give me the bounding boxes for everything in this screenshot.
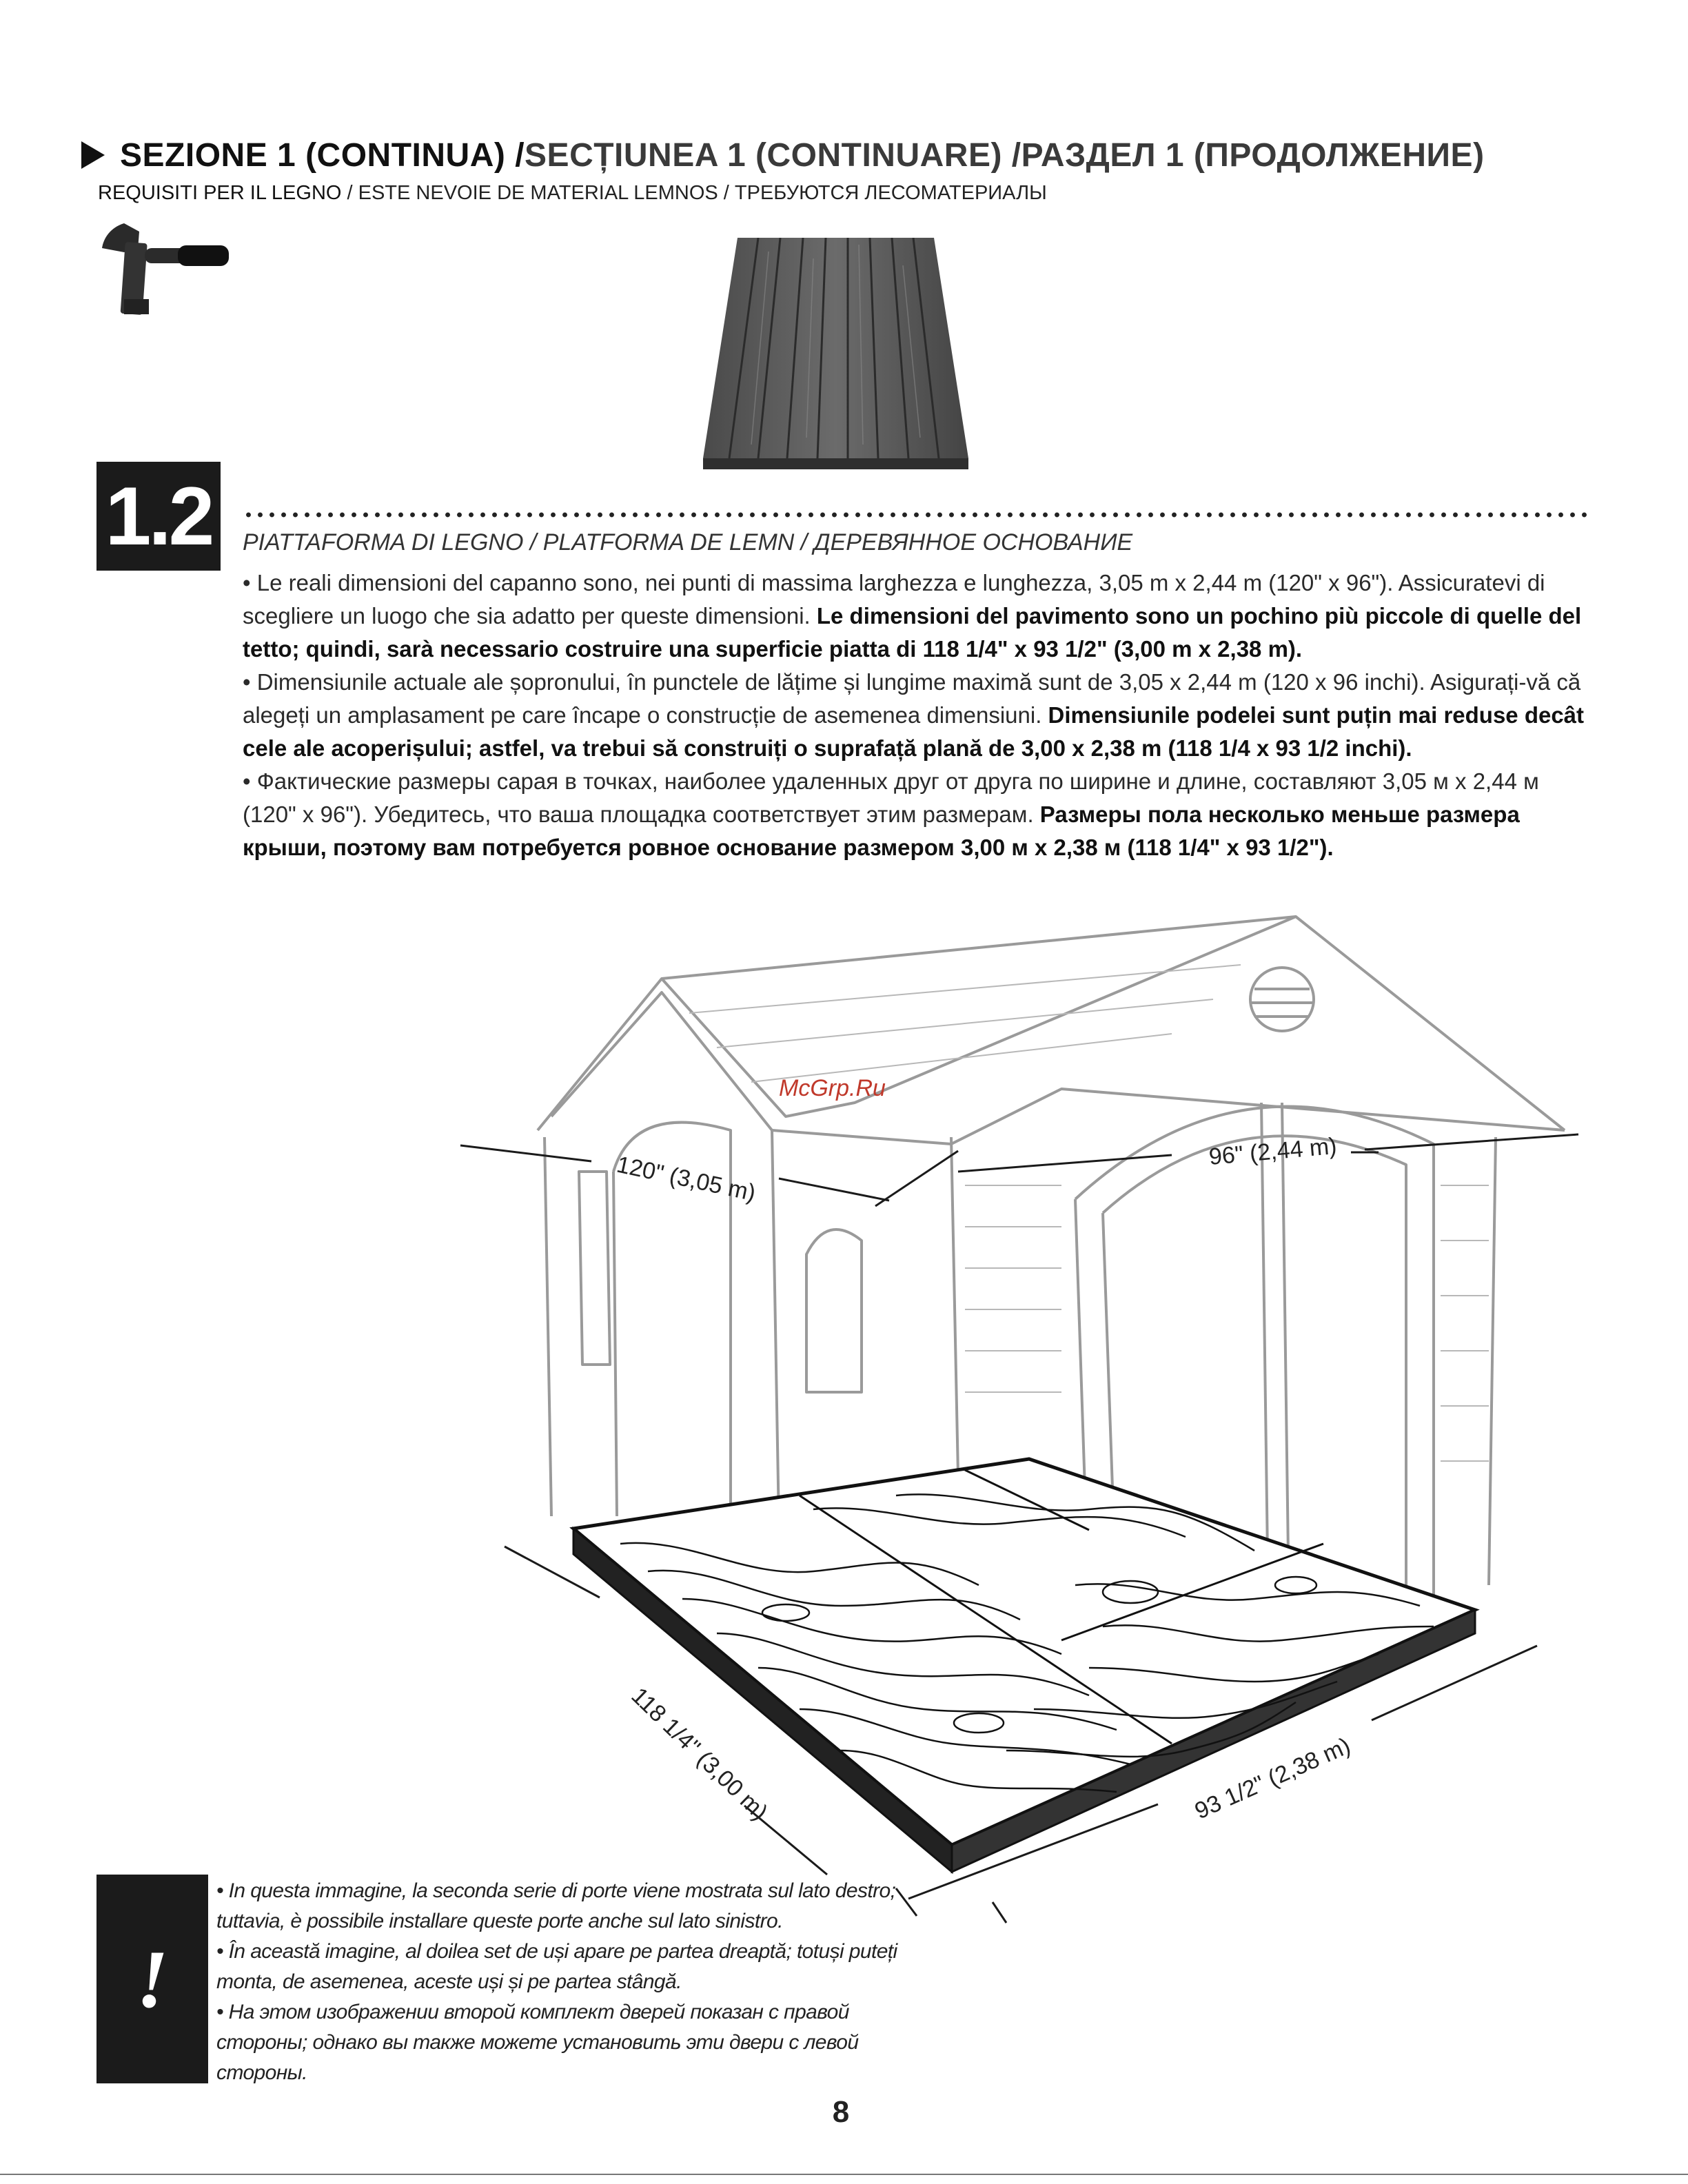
roof-outline <box>538 917 1565 1130</box>
section-title: PIATTAFORMA DI LEGNO / PLATFORMA DE LEMN / ДЕРЕВЯННОЕ ОСНОВАНИЕ <box>243 529 1133 555</box>
section-number: 1.2 <box>96 462 221 571</box>
notice-russian: • На этом изображении второй комплект дверей показан с правой стороны; однако вы также можете установить эти двери с левой стороны. <box>216 2001 859 2084</box>
dim-120-label: 120" (3,05 m) <box>614 1151 758 1207</box>
footer-rule <box>0 2174 1688 2175</box>
section-body <box>243 567 1594 864</box>
dotted-divider <box>243 511 1594 518</box>
page-number: 8 <box>832 2095 850 2129</box>
subheader-italian: REQUISITI PER IL LEGNO <box>98 182 342 204</box>
hammer-icon <box>96 218 234 321</box>
notice-romanian: • În această imagine, al doilea set de uși apare pe partea dreaptă; totuși puteți monta, de asemenea, aceste uși și pe partea stângă. <box>216 1940 897 1993</box>
header-romanian: SECȚIUNEA 1 (CONTINUARE) / <box>525 136 1021 174</box>
notice-italian: • In questa immagine, la seconda serie di porte viene mostrata sul lato destro; tuttavia, è possibile installare queste porte anche sul lato sinistro. <box>216 1879 896 1932</box>
subheader-rest: / ESTE NEVOIE DE MATERIAL LEMNOS / ТРЕБУЮТСЯ ЛЕСОМАТЕРИАЛЫ <box>341 182 1047 204</box>
paragraph-russian <box>243 765 1594 864</box>
wood-planks-image <box>703 238 968 469</box>
header-italian: SEZIONE 1 (CONTINUA) / <box>120 136 525 174</box>
paragraph-romanian-text: • Dimensiunile actuale ale șopronului, în punctele de lățime și lungime maximă sunt de 3,05 x 2,44 m (120 x 96 inchi). Asigurați-vă că alegeți un amplasament pe care încape o construcție de asemenea dimensiuni. <box>243 669 1581 728</box>
dim-93-label: 93 1/2" (2,38 m) <box>1190 1732 1354 1825</box>
header-russian: РАЗДЕЛ 1 (ПРОДОЛЖЕНИЕ) <box>1021 136 1485 174</box>
paragraph-romanian-bold: Dimensiunile podelei sunt puțin mai reduse decât cele ale acoperișului; astfel, va trebui să construiți o suprafață plană de 3,00 x 2,38 m (118 1/4 x 93 1/2 inchi). <box>243 702 1585 761</box>
wood-platform <box>573 1459 1475 1872</box>
paragraph-russian-bold: Размеры пола несколько меньше размера крыши, поэтому вам потребуется ровное основание размером 3,00 м x 2,38 м (118 1/4" x 93 1/2"). <box>243 802 1520 860</box>
subheader <box>98 182 1047 205</box>
watermark: McGrp.Ru <box>779 1075 886 1101</box>
dim-118-label: 118 1/4" (3,00 m) <box>626 1682 773 1826</box>
shed-platform-diagram <box>0 896 1688 1943</box>
paragraph-russian-text: • Фактические размеры сарая в точках, наиболее удаленных друг от друга по ширине и длине, составляют 3,05 м x 2,44 м (120" x 96"). Убедитесь, что ваша площадка соответствует этим размерам. <box>243 768 1539 827</box>
notice-text <box>216 1876 906 2088</box>
paragraph-italian-text: • Le reali dimensioni del capanno sono, nei punti di massima larghezza e lunghezza, 3,05 m x 2,44 m (120" x 96"). Assicuratevi di scegliere un luogo che sia adatto per queste dimensioni. <box>243 570 1545 629</box>
section-header <box>81 131 1632 179</box>
paragraph-italian <box>243 567 1594 666</box>
paragraph-italian-bold: Le dimensioni del pavimento sono un pochino più piccole di quelle del tetto; quindi, sarà necessario costruire una superficie piatta di 118 1/4" x 93 1/2" (3,00 m x 2,38 m). <box>243 603 1582 662</box>
dim-96-label: 96" (2,44 m) <box>1208 1132 1338 1170</box>
triangle-bullet-icon <box>81 141 105 169</box>
exclamation-icon: ! <box>96 1875 208 2083</box>
paragraph-romanian <box>243 666 1594 765</box>
